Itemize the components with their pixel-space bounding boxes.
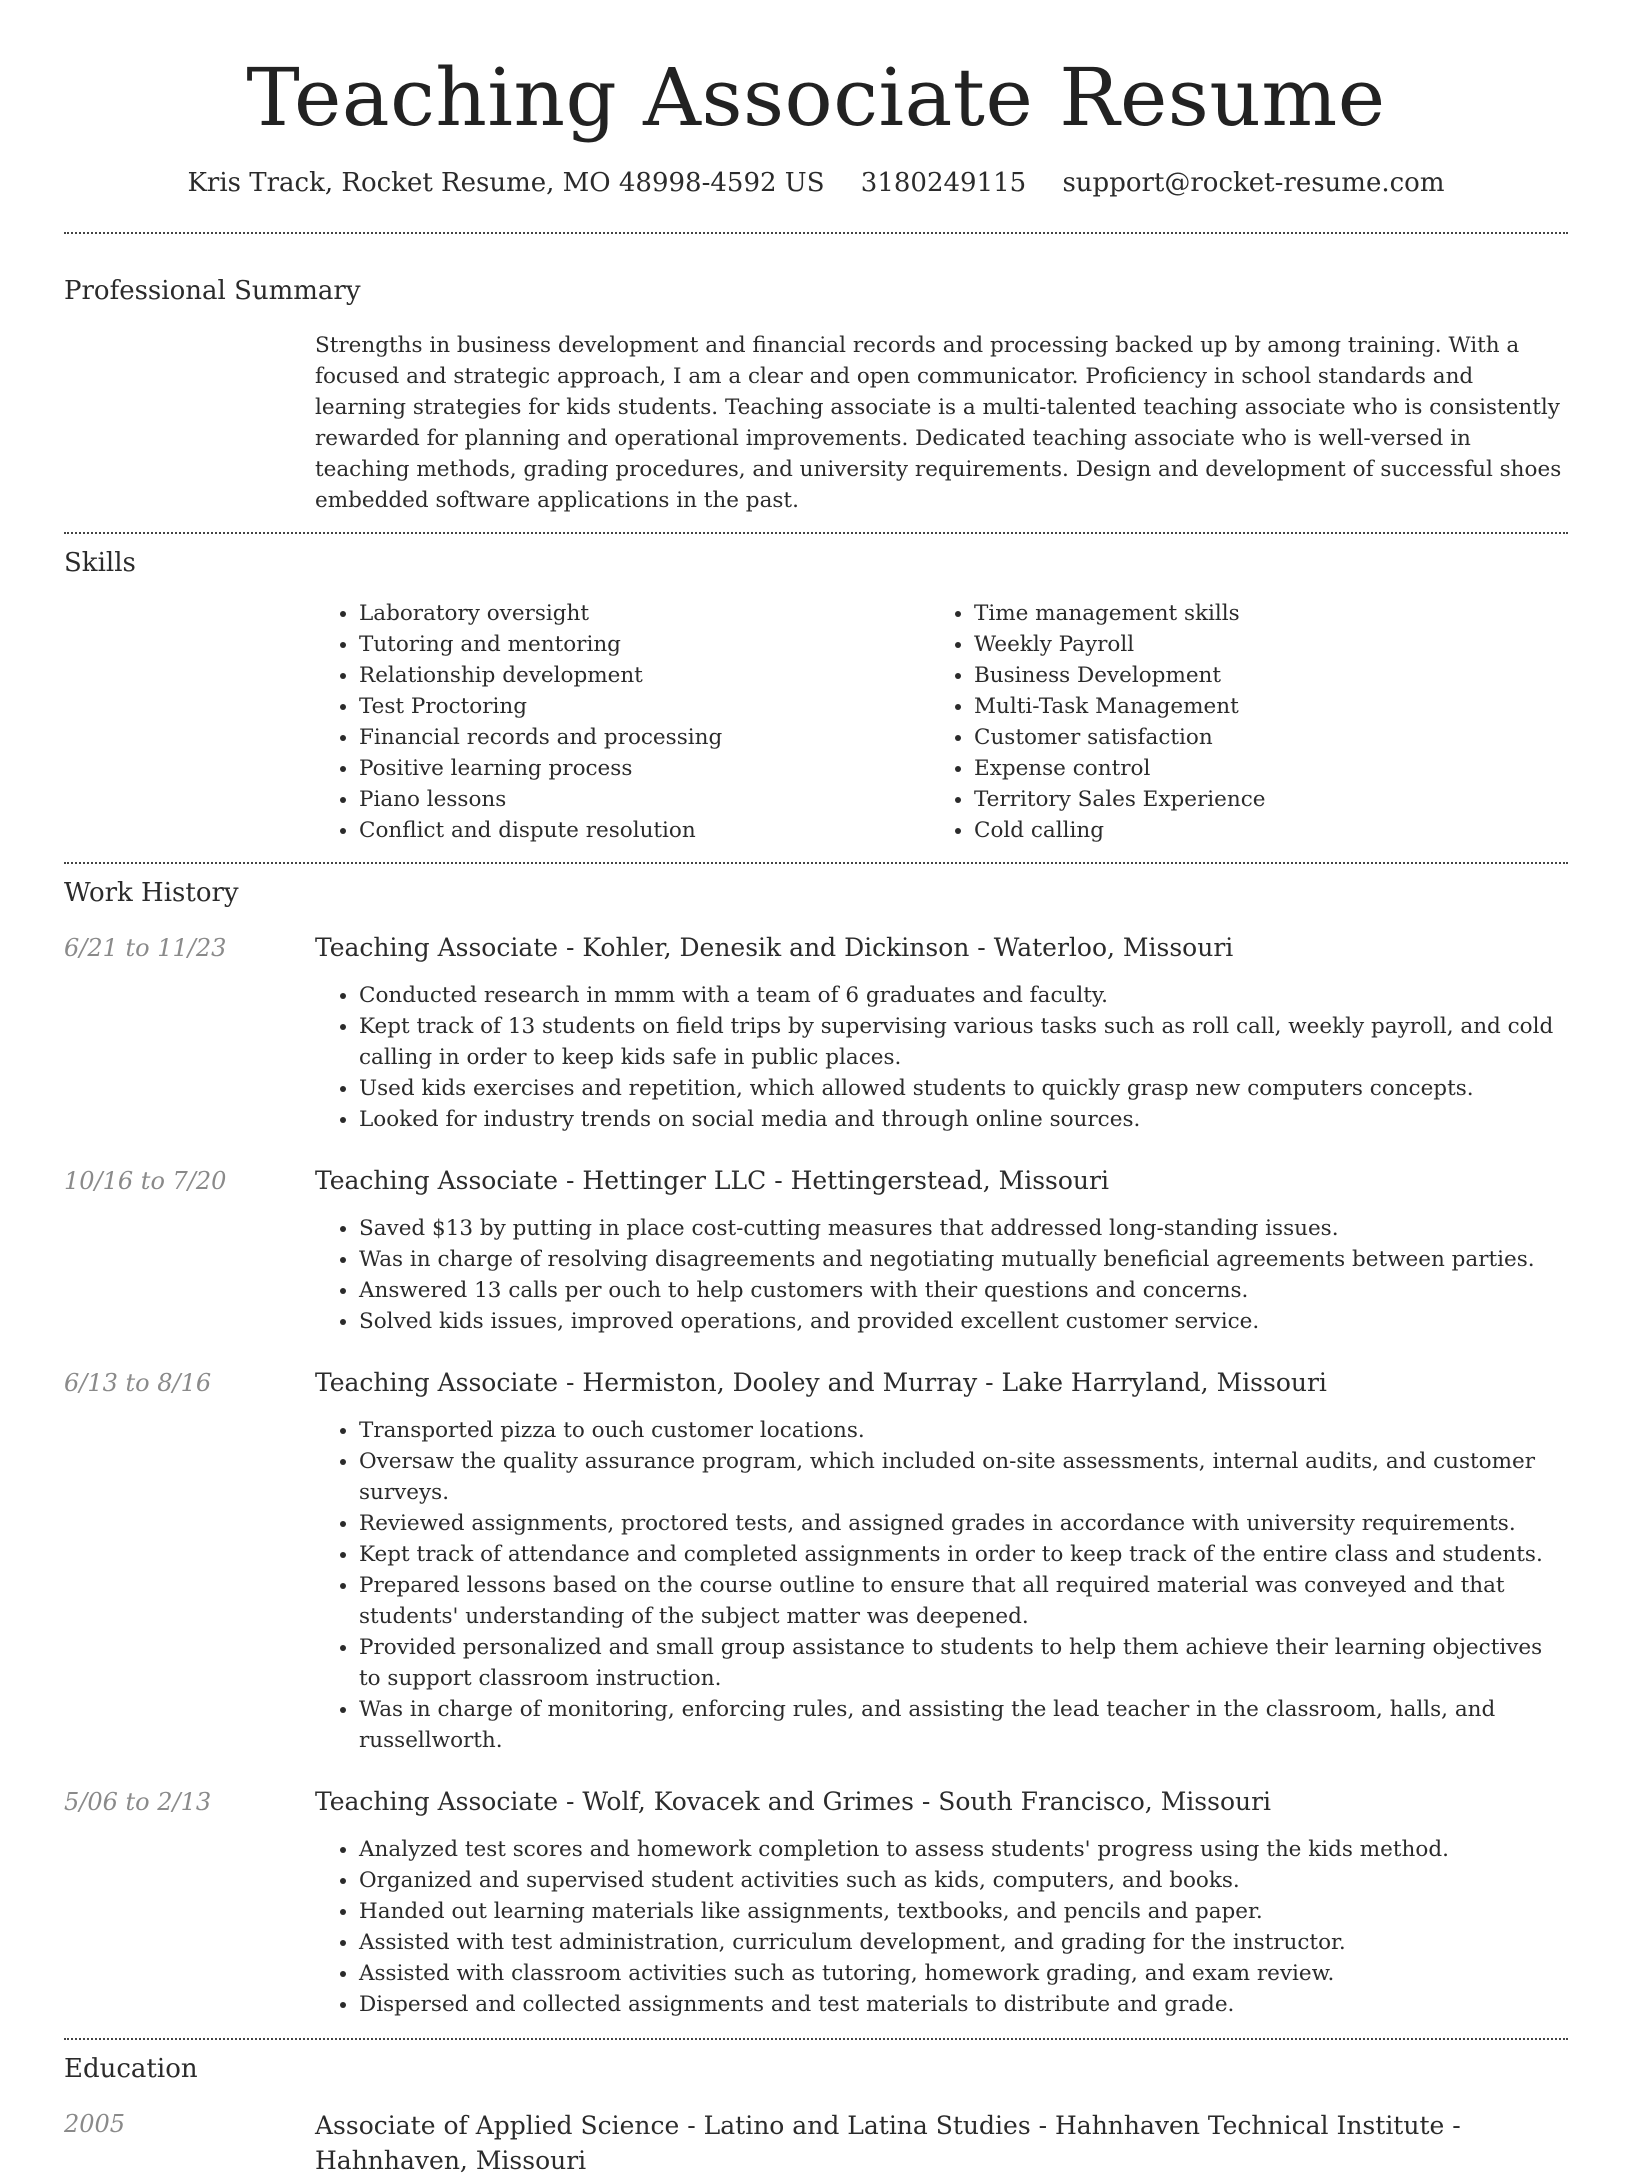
job-entry [64,1786,1568,2020]
job-bullet: • Was in charge of monitoring, enforcing rules, and assisting the lead teacher in the classroom, halls, and russellworth. [359,1694,1568,1756]
skills-right-column [930,598,1545,846]
divider [64,862,1568,864]
divider [64,2038,1568,2040]
job-entry [64,1367,1568,1756]
skill-item: • Financial records and processing [359,722,930,753]
job-bullet: • Prepared lessons based on the course outline to ensure that all required material was conveyed and that students' understanding of the subject matter was deepened. [359,1570,1568,1632]
job-bullet: • Oversaw the quality assurance program, which included on-site assessments, internal audits, and customer surveys. [359,1446,1568,1508]
education-section [64,2054,1568,2178]
skills-columns [315,598,1568,862]
summary-heading: Professional Summary [64,276,361,306]
job-bullet: • Used kids exercises and repetition, which allowed students to quickly grasp new computers concepts. [359,1073,1568,1104]
skill-item: • Business Development [974,660,1545,691]
skill-item: • Cold calling [974,815,1545,846]
divider [64,232,1568,234]
resume-title: Teaching Associate Resume [246,51,1386,144]
job-bullet: • Organized and supervised student activities such as kids, computers, and books. [359,1865,1568,1896]
skills-left-column [315,598,930,846]
job-details [315,1786,1568,2020]
education-entry [64,2108,1568,2178]
work-history-section [64,878,1568,2038]
job-bullets [315,1834,1568,2020]
job-bullet: • Assisted with test administration, curriculum development, and grading for the instructor. [359,1927,1568,1958]
job-bullet: • Assisted with classroom activities such as tutoring, homework grading, and exam review. [359,1958,1568,1989]
job-bullet: • Analyzed test scores and homework completion to assess students' progress using the kids method. [359,1834,1568,1865]
skill-item: • Positive learning process [359,753,930,784]
job-title: Teaching Associate - Wolf, Kovacek and Grimes - South Francisco, Missouri [315,1787,1272,1816]
skill-item: • Conflict and dispute resolution [359,815,930,846]
skill-item: • Tutoring and mentoring [359,629,930,660]
skill-item: • Relationship development [359,660,930,691]
job-bullets [315,1213,1568,1337]
job-details [315,1367,1568,1756]
job-bullet: • Reviewed assignments, proctored tests, and assigned grades in accordance with university requirements. [359,1508,1568,1539]
divider [64,532,1568,534]
skill-item: • Customer satisfaction [974,722,1545,753]
contact-phone: 3180249115 [860,168,1027,198]
contact-line [64,168,1568,198]
skill-item: • Multi-Task Management [974,691,1545,722]
contact-address: Kris Track, Rocket Resume, MO 48998-4592 US [187,168,825,198]
job-bullet: • Transported pizza to ouch customer locations. [359,1415,1568,1446]
job-bullet: • Dispersed and collected assignments and test materials to distribute and grade. [359,1989,1568,2020]
skill-item: • Laboratory oversight [359,598,930,629]
job-bullet: • Looked for industry trends on social media and through online sources. [359,1104,1568,1135]
job-bullet: • Kept track of 13 students on field trips by supervising various tasks such as roll call, weekly payroll, and cold calling in order to keep kids safe in public places. [359,1011,1568,1073]
skill-item: • Test Proctoring [359,691,930,722]
education-heading: Education [64,2054,198,2084]
summary-text: Strengths in business development and financial records and processing backed up by among training. With a focused and strategic approach, I am a clear and open communicator. Proficiency in school standards and learning strategies for kids students. Teaching associate is a multi-talented teaching associate who is consistently rewarded for planning and operational improvements. Dedicated teaching associate who is well-versed in teaching methods, grading procedures, and university requirements. Design and development of successful shoes embedded software applications in the past. [315,333,1562,513]
job-bullets [315,980,1568,1135]
contact-email: support@rocket-resume.com [1062,168,1445,198]
job-dates: 5/06 to 2/13 [64,1788,212,1816]
education-title: Associate of Applied Science - Latino and Latina Studies - Hahnhaven Technical Institute - Hahnhaven, Missouri [315,2111,1461,2175]
education-details [315,2108,1568,2178]
job-entry [64,932,1568,1135]
summary-section [64,276,1568,532]
skill-item: • Piano lessons [359,784,930,815]
job-dates: 10/16 to 7/20 [64,1167,227,1195]
skills-section [64,548,1568,862]
job-bullet: • Answered 13 calls per ouch to help customers with their questions and concerns. [359,1275,1568,1306]
job-bullet: • Conducted research in mmm with a team of 6 graduates and faculty. [359,980,1568,1011]
job-bullet: • Kept track of attendance and completed assignments in order to keep track of the entire class and students. [359,1539,1568,1570]
skills-heading: Skills [64,548,136,578]
job-bullet: • Provided personalized and small group assistance to students to help them achieve their learning objectives to support classroom instruction. [359,1632,1568,1694]
work-history-heading: Work History [64,878,239,908]
job-bullet: • Saved $13 by putting in place cost-cutting measures that addressed long-standing issues. [359,1213,1568,1244]
job-bullet: • Handed out learning materials like assignments, textbooks, and pencils and paper. [359,1896,1568,1927]
job-title: Teaching Associate - Kohler, Denesik and Dickinson - Waterloo, Missouri [315,933,1234,962]
skill-item: • Territory Sales Experience [974,784,1545,815]
skill-item: • Weekly Payroll [974,629,1545,660]
job-details [315,932,1568,1135]
job-details [315,1165,1568,1337]
job-dates: 6/21 to 11/23 [64,934,227,962]
job-entry [64,1165,1568,1337]
education-year: 2005 [64,2110,126,2138]
skill-item: • Time management skills [974,598,1545,629]
job-title: Teaching Associate - Hermiston, Dooley and Murray - Lake Harryland, Missouri [315,1368,1327,1397]
job-bullet: • Solved kids issues, improved operations, and provided excellent customer service. [359,1306,1568,1337]
job-dates: 6/13 to 8/16 [64,1369,212,1397]
job-title: Teaching Associate - Hettinger LLC - Hettingerstead, Missouri [315,1166,1109,1195]
job-bullets [315,1415,1568,1756]
job-bullet: • Was in charge of resolving disagreements and negotiating mutually beneficial agreements between parties. [359,1244,1568,1275]
skill-item: • Expense control [974,753,1545,784]
